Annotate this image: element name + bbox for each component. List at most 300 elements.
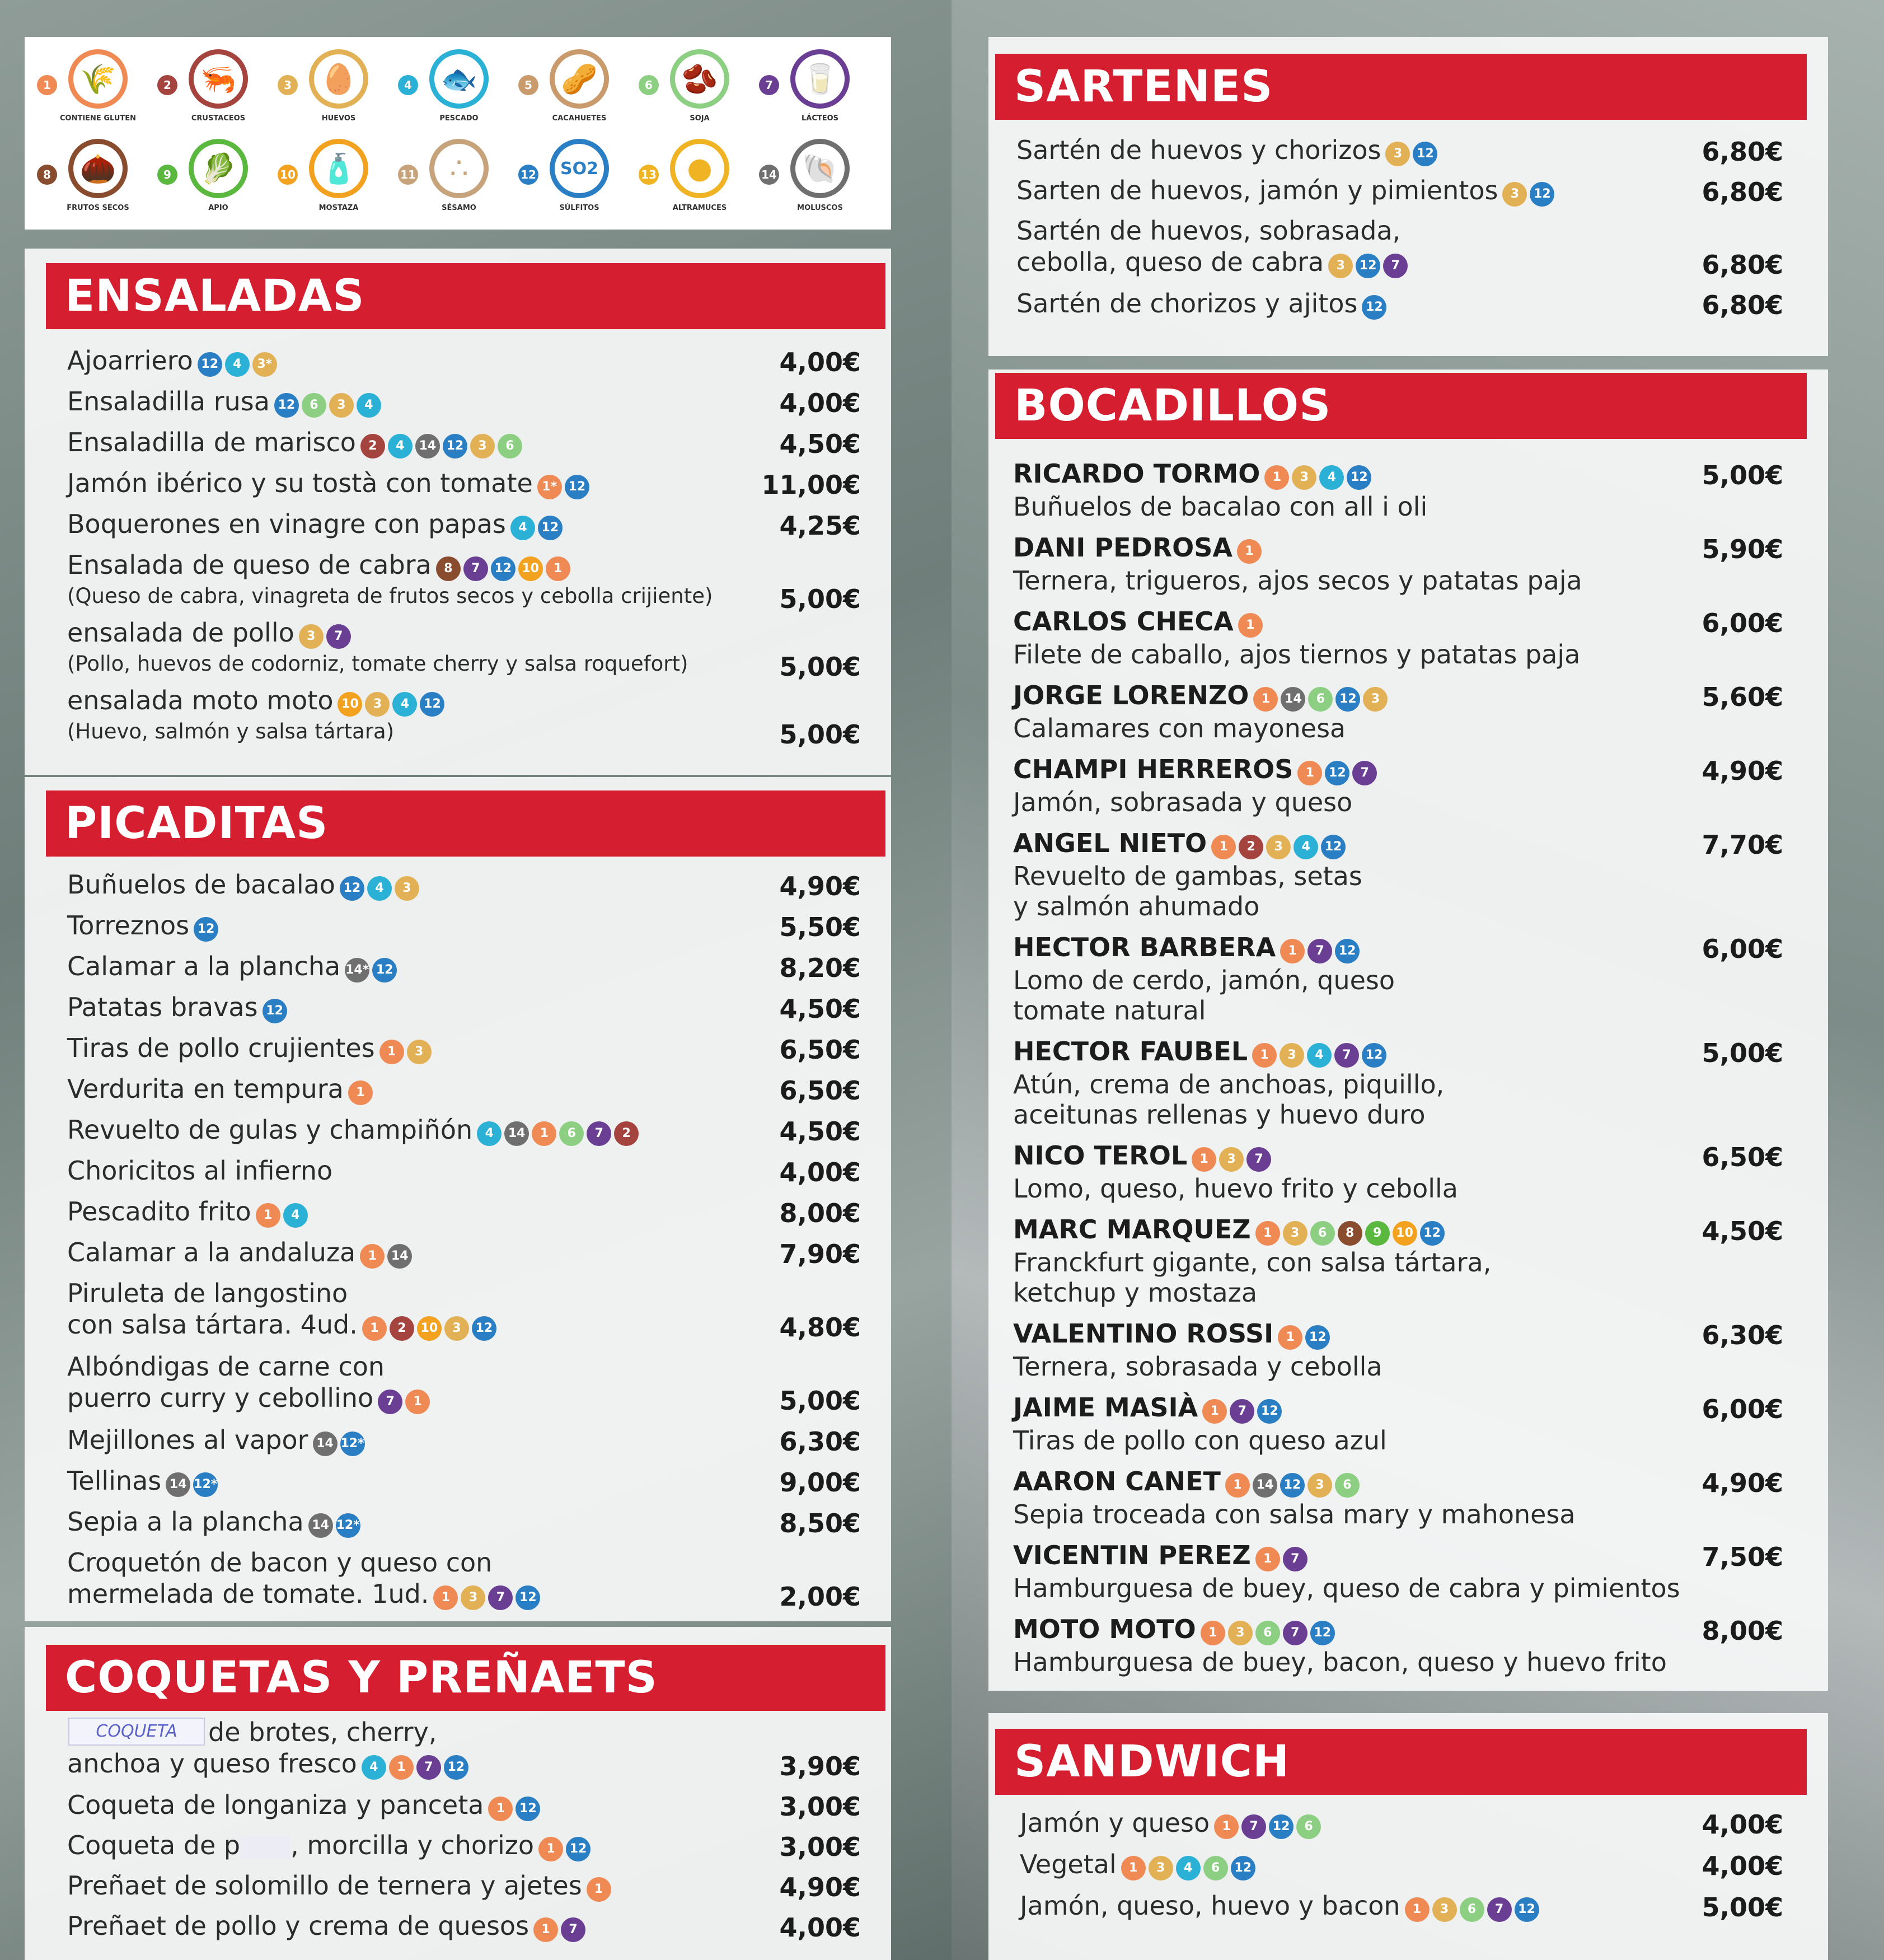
allergen-badge-7: 7 [326, 624, 351, 649]
allergen-badges [1264, 460, 1374, 492]
bocadillo-name: MARC MARQUEZ [1013, 1214, 1251, 1245]
bocadillo-item [1013, 1540, 1680, 1603]
allergen-badge-14: 14 [1253, 1473, 1277, 1498]
legend-item-9 [157, 139, 277, 228]
allergen-badge-12: 12 [340, 876, 364, 901]
legend-item-4 [398, 49, 518, 139]
menu-item [67, 427, 525, 460]
item-name-line [67, 427, 525, 460]
allergen-badges [379, 1035, 434, 1066]
bocadillo-description: Hamburguesa de buey, bacon, queso y huevo frito [1013, 1646, 1667, 1677]
allergen-badge-12: 12 [420, 692, 444, 717]
legend-label: SÚLFITOS [559, 204, 599, 212]
allergen-badge-12: 12 [515, 1797, 540, 1821]
section-title-bocadillos: BOCADILLOS [995, 373, 1807, 439]
sartenes-section [988, 37, 1828, 356]
bocadillo-name-line [1013, 1392, 1387, 1425]
legend-label: HUEVOS [321, 114, 356, 123]
item-name: Vegetal [1020, 1849, 1117, 1879]
item-price: 5,00€ [1702, 460, 1783, 490]
allergen-badge-1: 1 [546, 556, 570, 581]
allergen-badge-6: 6 [1203, 1856, 1228, 1881]
allergen-badges [256, 1198, 311, 1229]
allergen-badge-3: 3 [444, 1316, 469, 1341]
allergen-badge-4: 4 [1319, 465, 1344, 490]
menu-item [67, 549, 713, 610]
fish-icon: 🐟 [429, 49, 489, 109]
allergen-badge-1: 1 [1252, 1043, 1277, 1068]
allergen-badge-3: 3 [299, 624, 324, 649]
bocadillo-item [1013, 1318, 1382, 1382]
bocadillo-description: Franckfurt gigante, con salsa tártara, [1013, 1247, 1492, 1278]
item-name: Calamar a la andaluza [67, 1237, 356, 1267]
bocadillo-name-line [1013, 1466, 1576, 1499]
legend-number: 12 [518, 165, 538, 185]
allergen-badge-1: 1 [1237, 539, 1262, 564]
allergen-badge-14: 14 [387, 1244, 412, 1269]
allergen-badge-4: 4 [362, 1755, 386, 1780]
allergen-badge-14: 14 [504, 1121, 529, 1146]
celery-icon: 🥬 [189, 139, 248, 198]
item-name: Tiras de pollo crujientes [67, 1033, 375, 1063]
dairy-icon: 🥛 [790, 49, 850, 109]
allergen-badge-2: 2 [360, 434, 385, 459]
bocadillo-name: MOTO MOTO [1013, 1614, 1196, 1644]
item-price: 6,80€ [1702, 250, 1783, 280]
bocadillo-description: Atún, crema de anchoas, piquillo, [1013, 1069, 1445, 1100]
legend-label: MOLUSCOS [797, 204, 843, 212]
bocadillo-name: CARLOS CHECA [1013, 606, 1234, 637]
item-name-line [1020, 1890, 1542, 1924]
allergen-badge-12: 12 [1362, 295, 1386, 320]
menu-item [67, 1424, 368, 1458]
egg-icon: 🥚 [309, 49, 368, 109]
bocadillo-item [1013, 458, 1427, 522]
item-name-line [67, 1032, 434, 1066]
allergen-badge-12: 12 [1335, 687, 1360, 712]
section-title-coquetas: COQUETAS Y PREÑAETS [46, 1645, 885, 1711]
bocadillo-item [1013, 754, 1380, 817]
menu-item [67, 467, 592, 501]
item-price: 4,50€ [1702, 1216, 1783, 1246]
bocadillo-item [1013, 1140, 1458, 1204]
item-price: 6,30€ [1702, 1320, 1783, 1350]
legend-item-13 [639, 139, 758, 228]
allergen-badge-7: 7 [416, 1755, 441, 1780]
allergen-badge-4: 4 [477, 1121, 502, 1146]
allergen-badge-14: 14* [345, 958, 369, 983]
allergen-badge-4: 4 [367, 876, 392, 901]
item-name: Boquerones en vinagre con papas [67, 509, 506, 539]
item-name: Sartén de chorizos y ajitos [1016, 288, 1358, 319]
item-price: 2,00€ [779, 1582, 861, 1612]
item-name-line [67, 1870, 614, 1903]
item-name-line-2 [1016, 246, 1410, 280]
allergen-badge-10: 10 [518, 556, 543, 581]
allergen-badge-7: 7 [587, 1121, 611, 1146]
bocadillo-name-line [1013, 1214, 1491, 1247]
ensaladas-section [25, 249, 891, 775]
bocadillo-description: Lomo, queso, huevo frito y cebolla [1013, 1173, 1458, 1204]
item-name: Albóndigas de carne con [67, 1351, 385, 1382]
soy-icon: 🫘 [670, 49, 729, 109]
allergen-badge-2: 2 [614, 1121, 639, 1146]
bocadillo-description: tomate natural [1013, 995, 1206, 1026]
menu-item [1020, 1849, 1258, 1882]
allergen-badge-12: 12 [194, 917, 218, 942]
allergen-badges [313, 1426, 368, 1458]
allergen-badges [510, 511, 565, 542]
item-name-2: anchoa y queso fresco [67, 1748, 357, 1779]
allergen-badge-3: 3 [461, 1585, 485, 1610]
item-name-line [67, 951, 400, 984]
legend-label: CRUSTACEOS [191, 114, 246, 123]
item-name-line [67, 1196, 311, 1229]
allergen-badge-1: 1 [1225, 1473, 1250, 1498]
handwritten-correction: COQUETA [68, 1718, 205, 1746]
section-title-sartenes: SARTENES [995, 54, 1807, 120]
bocadillo-description: Lomo de cerdo, jamón, queso [1013, 965, 1395, 995]
allergen-badges [1237, 534, 1264, 565]
menu-item [67, 1237, 415, 1270]
item-price: 3,00€ [779, 1791, 861, 1822]
allergen-badge-12: 12 [1280, 1473, 1305, 1498]
bocadillo-name: AARON CANET [1013, 1466, 1221, 1496]
lupin-icon: ● [670, 139, 729, 198]
allergen-badge-12: 12* [336, 1513, 360, 1538]
item-name: ensalada moto moto [67, 685, 334, 715]
menu-item [1016, 215, 1410, 280]
menu-item [67, 617, 688, 677]
legend-item-12 [518, 139, 638, 228]
legend-number: 8 [37, 165, 57, 185]
menu-item [1016, 175, 1557, 208]
item-name-line [67, 991, 290, 1025]
item-name-2: puerro curry y cebollino [67, 1383, 374, 1413]
legend-label: SOJA [690, 114, 710, 123]
item-name: Buñuelos de bacalao [67, 869, 335, 900]
item-price: 4,00€ [779, 388, 861, 418]
allergen-badge-7: 7 [1334, 1043, 1359, 1068]
item-name-line [67, 345, 280, 378]
allergen-badge-12: 12 [472, 1316, 496, 1341]
item-name: Calamar a la plancha [67, 951, 341, 981]
bocadillo-name: NICO TEROL [1013, 1140, 1188, 1171]
item-name-2: cebolla, queso de cabra [1016, 247, 1324, 277]
allergen-badge-12: 12 [1231, 1856, 1255, 1881]
allergen-badge-3: 3 [365, 692, 390, 717]
allergen-badge-4: 4 [1294, 835, 1318, 859]
item-price: 4,00€ [779, 347, 861, 377]
item-price: 6,80€ [1702, 290, 1783, 320]
bocadillo-name-line [1013, 458, 1427, 492]
item-price: 8,00€ [1702, 1616, 1783, 1646]
allergen-badge-1: 1 [587, 1877, 611, 1902]
menu-item [1020, 1807, 1324, 1841]
item-price: 6,50€ [779, 1075, 861, 1106]
allergen-badge-10: 10 [1393, 1221, 1417, 1246]
allergen-badges [1202, 1394, 1285, 1425]
allergen-badges [1211, 830, 1348, 861]
sulphite-icon: SO2 [550, 139, 609, 198]
menu-item [67, 1716, 471, 1781]
legend-label: ALTRAMUCES [672, 204, 727, 212]
bocadillo-description: Ternera, trigueros, ajos secos y patatas paja [1013, 565, 1582, 596]
sandwich-section [988, 1713, 1828, 1960]
item-name-line [67, 1351, 433, 1382]
bocadillo-name: ANGEL NIETO [1013, 828, 1207, 858]
legend-item-6 [639, 49, 758, 139]
allergen-badge-1: 1 [1255, 1221, 1280, 1246]
menu-item [67, 1910, 588, 1944]
allergen-badge-1: 1 [360, 1244, 385, 1269]
item-name: ensalada de pollo [67, 618, 294, 648]
item-price: 7,50€ [1702, 1542, 1783, 1572]
item-price: 8,00€ [779, 1198, 861, 1228]
allergen-badge-12: 12 [1335, 939, 1360, 963]
item-name-line [1020, 1849, 1258, 1882]
allergen-badge-12: 12 [1269, 1814, 1294, 1839]
bocadillo-name: CHAMPI HERREROS [1013, 754, 1294, 784]
menu-item [67, 508, 565, 542]
allergen-badge-14: 14 [313, 1432, 338, 1456]
item-name-tail: , morcilla y chorizo [290, 1830, 535, 1860]
item-price: 4,80€ [779, 1312, 861, 1342]
bocadillo-name-line [1013, 932, 1395, 965]
bocadillo-description: Buñuelos de bacalao con all i oli [1013, 491, 1428, 522]
allergen-badge-4: 4 [1307, 1043, 1332, 1068]
allergen-badge-2: 2 [1239, 835, 1263, 859]
allergen-badge-1: 1 [532, 1121, 556, 1146]
item-name-2: mermelada de tomate. 1ud. [67, 1579, 429, 1609]
allergen-badges [308, 1508, 363, 1540]
item-price: 6,50€ [779, 1035, 861, 1065]
allergen-badge-7: 7 [561, 1917, 585, 1942]
allergen-badges [1385, 137, 1440, 168]
allergen-badge-3: 3 [1385, 142, 1410, 166]
item-name-line [67, 617, 688, 651]
menu-item [67, 869, 422, 902]
allergen-badge-1: 1 [348, 1080, 373, 1105]
bocadillo-description: ketchup y mostaza [1013, 1277, 1258, 1308]
item-name-line [67, 508, 565, 542]
item-price: 5,00€ [779, 1386, 861, 1416]
allergen-badges [299, 619, 354, 651]
legend-number: 1 [37, 75, 57, 95]
allergen-badges [166, 1467, 221, 1499]
legend-number: 6 [639, 75, 659, 95]
sesame-icon: ∴ [429, 139, 489, 198]
allergen-badges [538, 1832, 593, 1863]
item-name-line [67, 1910, 588, 1944]
item-price: 8,50€ [779, 1508, 861, 1538]
allergen-badge-12: 12 [372, 958, 397, 983]
allergen-badge-12: 12 [1515, 1897, 1539, 1922]
allergen-badges [378, 1384, 433, 1416]
item-price: 9,00€ [779, 1467, 861, 1498]
bocadillo-name: JORGE LORENZO [1013, 680, 1249, 710]
allergen-badges [1192, 1142, 1274, 1173]
allergen-badge-7: 7 [1241, 1814, 1266, 1839]
item-name-line-2 [67, 1309, 499, 1342]
item-name: Ensaladilla rusa [67, 386, 270, 417]
allergen-badges [1121, 1851, 1258, 1882]
allergen-badge-1: 1 [362, 1316, 387, 1341]
bocadillo-item [1013, 606, 1580, 670]
menu-item [67, 685, 447, 745]
bocadillo-description: y salmón ahumado [1013, 891, 1260, 921]
item-name-line [67, 1547, 543, 1578]
allergen-badge-12: 12 [538, 516, 563, 540]
allergen-badges [537, 470, 592, 501]
menu-item [1016, 134, 1440, 168]
legend-item-10 [278, 139, 397, 228]
bocadillo-name-line [1013, 532, 1582, 565]
bocadillo-name: HECTOR FAUBEL [1013, 1036, 1248, 1066]
bocadillo-description: Tiras de pollo con queso azul [1013, 1425, 1387, 1456]
item-price: 5,90€ [1702, 534, 1783, 564]
allergen-badge-7: 7 [1383, 254, 1408, 278]
item-name: Patatas bravas [67, 992, 258, 1022]
bocadillo-name: JAIME MASIÀ [1013, 1392, 1198, 1423]
allergen-badge-1: 1 [389, 1755, 414, 1780]
bocadillo-name-line [1013, 606, 1580, 639]
item-name-line [1016, 134, 1440, 168]
allergen-badge-4: 4 [388, 434, 413, 459]
bocadillo-description: Ternera, sobrasada y cebolla [1013, 1351, 1382, 1382]
allergen-badge-7: 7 [378, 1390, 402, 1414]
bocadillo-item [1013, 932, 1395, 1026]
bocadillo-name-line [1013, 1140, 1458, 1173]
allergen-badge-7: 7 [1283, 1621, 1307, 1645]
allergen-badge-12: 12 [1356, 254, 1380, 278]
allergen-badge-7: 7 [1283, 1547, 1307, 1571]
legend-label: APIO [208, 204, 228, 212]
menu-item [67, 1278, 499, 1342]
allergen-badge-1: 1 [433, 1585, 458, 1610]
bocadillo-name-line [1013, 1540, 1680, 1573]
legend-number: 3 [278, 75, 298, 95]
legend-number: 4 [398, 75, 418, 95]
allergen-badge-7: 7 [1230, 1399, 1254, 1424]
bocadillo-name-line [1013, 827, 1362, 861]
allergen-badges [1201, 1616, 1338, 1647]
menu-item [67, 910, 221, 943]
allergen-badge-1: 1 [1238, 613, 1263, 638]
allergen-badge-12: 12 [1413, 142, 1437, 166]
allergen-badge-14: 14 [1281, 687, 1305, 712]
allergen-badges [360, 1239, 415, 1270]
allergen-badge-12: 12 [1420, 1221, 1445, 1246]
item-price: 3,90€ [779, 1751, 861, 1781]
allergen-badges [1225, 1468, 1362, 1499]
allergen-badges [198, 347, 280, 378]
allergen-badges [533, 1912, 588, 1944]
item-name: Sepia a la plancha [67, 1507, 304, 1537]
allergen-badge-3: 3 [1266, 835, 1291, 859]
allergen-badge-12: 12 [491, 556, 515, 581]
allergen-badge-9: 9 [1365, 1221, 1390, 1246]
item-name-line [1016, 288, 1389, 321]
allergen-badge-12: 12 [1362, 1043, 1386, 1068]
allergen-badge-1: 1 [1121, 1856, 1146, 1881]
allergen-badge-1: 1 [1264, 465, 1289, 490]
allergen-badges [360, 429, 525, 460]
allergen-badges [1255, 1542, 1310, 1573]
allergen-badge-3: 3 [1363, 687, 1388, 712]
menu-item [67, 1196, 311, 1229]
allergen-badges [1405, 1892, 1542, 1924]
menu-item [67, 991, 290, 1025]
item-price: 5,00€ [779, 584, 861, 614]
menu-item [67, 1830, 593, 1863]
allergen-badge-3: 3 [1283, 1221, 1307, 1246]
item-name-line [67, 1073, 376, 1107]
legend-label: LÁCTEOS [801, 114, 839, 123]
bocadillo-name-line [1013, 1318, 1382, 1351]
legend-item-8 [37, 139, 157, 228]
allergen-badge-3: 3 [407, 1040, 432, 1064]
menu-item [67, 1789, 543, 1823]
allergen-badge-6: 6 [1310, 1221, 1335, 1246]
allergen-badge-14: 14 [415, 434, 440, 459]
bocadillo-description: Sepia troceada con salsa mary y mahonesa [1013, 1499, 1576, 1529]
allergen-badges [263, 994, 290, 1025]
allergen-badge-12: 12 [1325, 761, 1349, 785]
item-name: de brotes, cherry, [208, 1717, 437, 1747]
menu-item [67, 1073, 376, 1107]
bocadillo-item [1013, 827, 1362, 921]
legend-item-14 [759, 139, 879, 228]
allergen-badge-4: 4 [510, 516, 535, 540]
item-name-line [67, 549, 713, 583]
menu-item [67, 386, 384, 419]
allergen-badge-3: 3 [470, 434, 495, 459]
legend-label: CACAHUETES [552, 114, 607, 123]
item-name: Verdurita en tempura [67, 1074, 344, 1104]
bocadillos-section [988, 369, 1828, 1691]
menu-item [67, 1506, 363, 1540]
allergen-badge-6: 6 [1255, 1621, 1280, 1645]
allergen-badges [1297, 756, 1380, 787]
item-price: 6,00€ [1702, 1394, 1783, 1424]
allergen-badges [1280, 934, 1362, 965]
allergen-badge-3: 3 [1280, 1043, 1304, 1068]
allergen-badge-12: 12 [1310, 1621, 1335, 1645]
item-price: 5,00€ [779, 719, 861, 750]
item-price: 4,90€ [1702, 1468, 1783, 1498]
item-name: Choricitos al infierno [67, 1156, 333, 1186]
allergen-badge-1: 1 [405, 1390, 430, 1414]
allergen-badges [194, 912, 221, 943]
item-price: 11,00€ [761, 470, 861, 500]
allergen-badges [1253, 682, 1390, 713]
allergen-badge-4: 4 [1176, 1856, 1201, 1881]
legend-label: CONTIENE GLUTEN [59, 114, 137, 123]
allergen-badge-1: 1 [488, 1797, 513, 1821]
allergen-badge-6: 6 [1460, 1897, 1484, 1922]
allergen-badge-1: 1 [1253, 687, 1278, 712]
item-name-line [67, 1424, 368, 1458]
peanut-icon: 🥜 [550, 49, 609, 109]
bocadillo-item [1013, 1613, 1667, 1677]
allergen-badge-1: 1 [1255, 1547, 1280, 1571]
item-price: 4,50€ [779, 994, 861, 1024]
allergen-badge-3: 3 [1307, 1473, 1332, 1498]
coquetas-section [25, 1627, 891, 1960]
menu-item [67, 1547, 543, 1612]
item-price: 6,80€ [1702, 177, 1783, 207]
